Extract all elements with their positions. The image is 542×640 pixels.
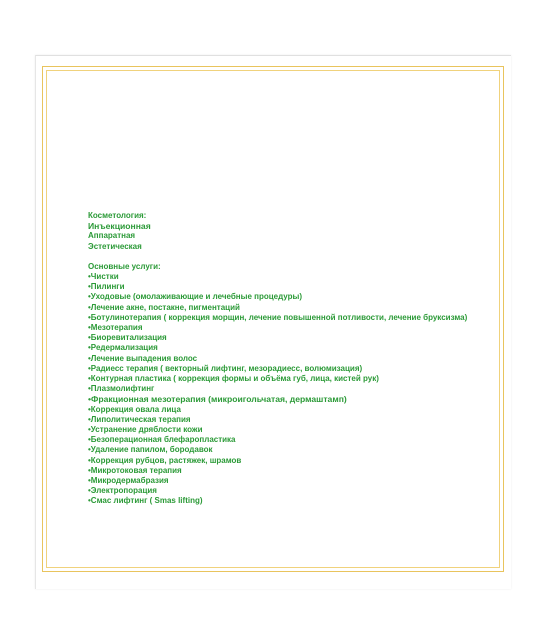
service-item: •Устранение дряблости кожи: [88, 425, 203, 435]
service-item: •Смас лифтинг ( Smas lifting): [88, 496, 203, 506]
service-item: •Плазмолифтинг: [88, 384, 155, 394]
service-item: •Уходовые (омолаживающие и лечебные процедуры): [88, 292, 303, 302]
cosmetology-heading: Косметология:: [88, 211, 147, 220]
service-item: •Микротоковая терапия: [88, 465, 182, 475]
document-page: [35, 55, 511, 589]
service-item: •Контурная пластика ( коррекция формы и объёма губ, лица, кистей рук): [88, 374, 379, 384]
service-item: •Электропорация: [88, 486, 157, 496]
service-item: •Радиесс терапия ( векторный лифтинг, мезорадиесс, волюмизация): [88, 363, 363, 373]
cosmetology-type-item: Эстетическая: [88, 241, 142, 251]
service-item: •Чистки: [88, 272, 119, 282]
service-item: •Ботулинотерапия ( коррекция морщин, лечение повышенной потливости, лечение бруксизма): [88, 312, 468, 322]
services-heading: Основные услуги:: [88, 261, 161, 271]
service-item: •Лечение выпадения волос: [88, 353, 198, 363]
section-spacer: [88, 252, 508, 262]
service-item: •Липолитическая терапия: [88, 414, 191, 424]
service-item: •Безоперационная блефаропластика: [88, 435, 236, 445]
service-item: •Редермализация: [88, 343, 158, 353]
cosmetology-type-item: Аппаратная: [88, 231, 136, 241]
service-item: •Пилинги: [88, 282, 125, 292]
cosmetology-type-item: Инъекционная: [88, 221, 151, 232]
service-item: •Мезотерапия: [88, 323, 143, 333]
service-item: •Лечение акне, постакне, пигментаций: [88, 302, 240, 312]
service-item: •Микродермабразия: [88, 476, 169, 486]
service-item: •Коррекция рубцов, растяжек, шрамов: [88, 455, 242, 465]
service-item: •Коррекция овала лица: [88, 404, 181, 414]
service-item: •Удаление папилом, бородавок: [88, 445, 213, 455]
service-item: •Фракционная мезотерапия (микроигольчатая, дермаштамп): [88, 394, 347, 405]
services-text-block: [88, 211, 508, 507]
service-item: •Биоревитализация: [88, 333, 167, 343]
